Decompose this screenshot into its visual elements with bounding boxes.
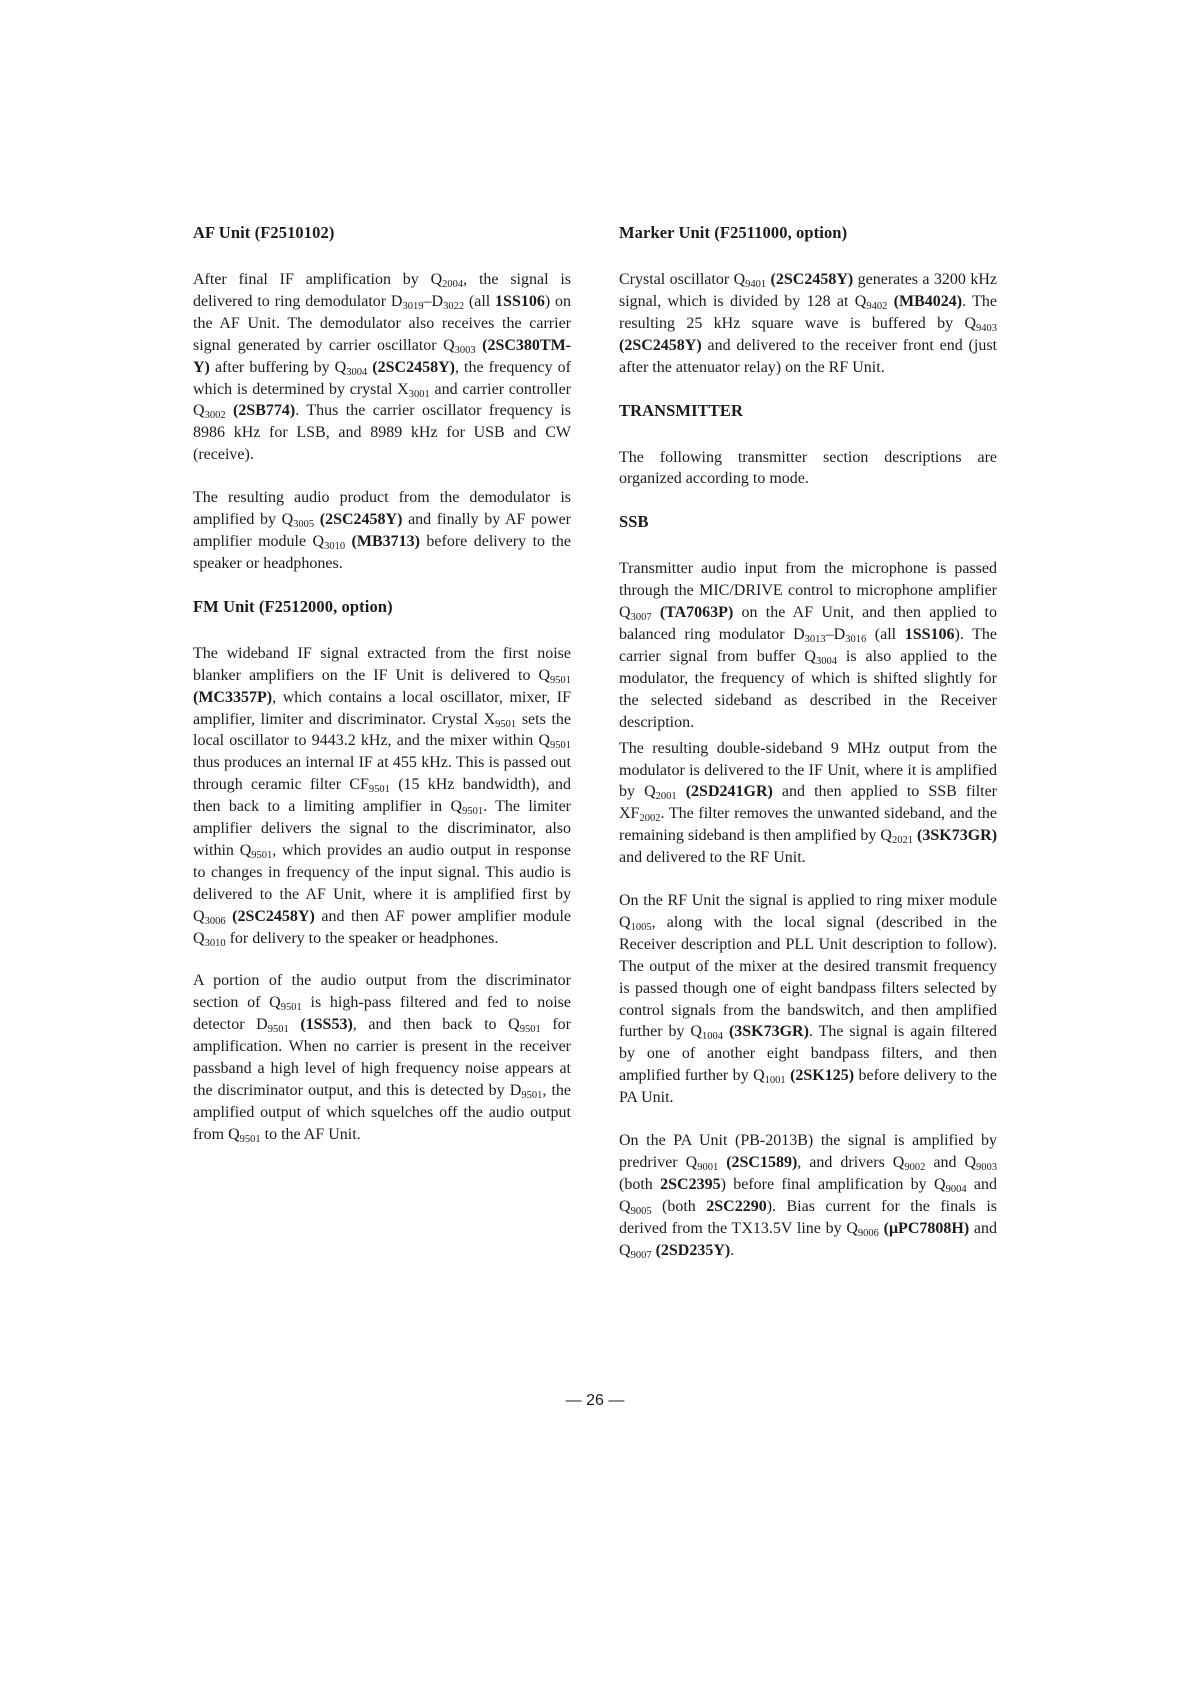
ssb-paragraph-3: On the RF Unit the signal is applied to ring mixer module $Q_{1005}$, along with the local signal (described in the Receiver description and PLL Unit description to follow). The output of the mixer at the desired transmit frequency is passed though one of eight bandpass filters selected by control signals from the bandswitch, and then amplified further by $Q_{1004}$ (3SK73GR). The signal is again filtered by one of another eight bandpass filters, and then amplified further by $Q_{1001}$ (2SK125) before delivery to the PA Unit. (619, 892, 997, 1107)
af-unit-paragraph-2: The resulting audio product from the demodulator is amplified by $Q_{3005}$ (2SC2458Y) and finally by AF power amplifier module $Q_{3010}$ (MB3713) before delivery to the speaker or headphones. (193, 489, 572, 572)
ssb-paragraph-1: Transmitter audio input from the microphone is passed through the MIC/DRIVE control to microphone amplifier $Q_{3007}$ (TA7063P) on the AF Unit, and then applied to balanced ring modulator $D_{3013}-D_{3016}$ (all 1SS106). The carrier signal from buffer $Q_{3004}$ is also applied to the modulator, the frequency of which is shifted slightly for the selected sideband as described in the Receiver description. (619, 560, 998, 731)
ssb-paragraph-2: The resulting double-sideband 9 MHz output from the modulator is delivered to the IF Unit, where it is amplified by $Q_{2001}$ (2SD241GR) and then applied to SSB filter $XF_{2002}$. The filter removes the unwanted sideband, and the remaining sideband is then amplified by $Q_{2021}$ (3SK73GR) and delivered to the RF Unit. (619, 739, 998, 867)
ssb-heading: SSB (619, 512, 649, 532)
fm-unit-paragraph-1: The wideband IF signal extracted from the first noise blanker amplifiers on the IF Unit is delivered to $Q_{9501}$ (MC3357P), which contains a local oscillator, mixer, IF amplifier, limiter and discriminator. Crystal $X_{9501}$ sets the local oscillator to 9443.2 kHz, and the mixer within $Q_{9501}$ thus produces an internal IF at 455 kHz. This is passed out through ceramic filter $CF_{9501}$ (15 kHz bandwidth), and then back to a limiting amplifier in $Q_{9501}$. The limiter amplifier delivers the signal to the discriminator, also within $Q_{9501}$, which provides an audio output in response to changes in frequency of the input signal. This audio is delivered to the AF Unit, where it is amplified first by $Q_{3006}$ (2SC2458Y) and then AF power amplifier module $Q_{3010}$ for delivery to the speaker or headphones. (193, 644, 572, 949)
ssb-paragraph-4: On the PA Unit (PB-2013B) the signal is amplified by predriver $Q_{9001}$ (2SC1589), and drivers $Q_{9002}$ and $Q_{9003}$ (both 2SC2395) before final amplification by $Q_{9004}$ and $Q_{9005}$ (both 2SC2290). Bias current for the finals is derived from the TX13.5V line by $Q_{9006}$ (μPC7808H) and $Q_{9007}$ (2SD235Y). (619, 1132, 998, 1261)
fm-unit-heading: FM Unit (F2512000, option) (193, 596, 393, 616)
left-column (193, 222, 571, 1167)
right-column (619, 222, 997, 1283)
page-number: — 26 — (565, 1392, 625, 1409)
af-unit-heading: AF Unit (F2510102) (193, 223, 335, 242)
transmitter-paragraph-1: The following transmitter section descriptions are organized according to mode. (619, 448, 997, 488)
marker-unit-paragraph-1: Crystal oscillator $Q_{9401}$ (2SC2458Y) generates a 3200 kHz signal, which is divided by 128 at $Q_{9402}$ (MB4024). The resulting 25 kHz square wave is buffered by $Q_{9403}$ (2SC2458Y) and delivered to the receiver front end (just after the attenuator relay) on the RF Unit. (619, 271, 997, 376)
af-unit-paragraph-1: After final IF amplification by $Q_{2004}$, the signal is delivered to ring demodulator $D_{3019}-D_{3022}$ (all 1SS106) on the AF Unit. The demodulator also receives the carrier signal generated by carrier oscillator $Q_{3003}$ (2SC380TM-Y) after buffering by $Q_{3004}$ (2SC2458Y), the frequency of which is determined by crystal $X_{3001}$ and carrier controller $Q_{3002}$ (2SB774). Thus the carrier oscillator frequency is 8986 kHz for LSB, and 8989 kHz for USB and CW (receive). (193, 271, 572, 464)
transmitter-heading: TRANSMITTER (619, 400, 743, 420)
fm-unit-paragraph-2: A portion of the audio output from the discriminator section of $Q_{9501}$ is high-pass filtered and fed to noise detector $D_{9501}$ (1SS53), and then back to $Q_{9501}$ for amplification. When no carrier is present in the receiver passband a high level of high frequency noise appears at the discriminator output, and this is detected by $D_{9501}$, the amplified output of which squelches off the audio output from $Q_{9501}$ to the AF Unit. (193, 972, 572, 1145)
marker-unit-heading: Marker Unit (F2511000, option) (619, 223, 848, 242)
